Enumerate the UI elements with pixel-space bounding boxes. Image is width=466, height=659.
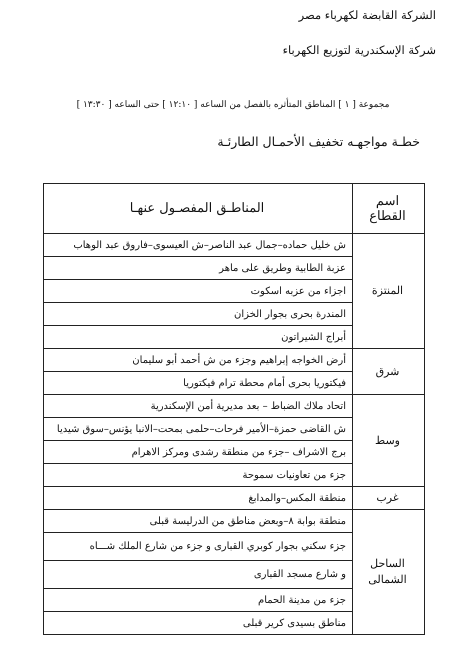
area-cell: المندرة بحرى بجوار الخزان xyxy=(44,303,353,326)
table-body xyxy=(44,234,425,635)
area-cell: اجزاء من عزبه اسكوت xyxy=(44,280,353,303)
table-row xyxy=(44,395,425,418)
table-row xyxy=(44,234,425,257)
area-cell: أرض الخواجه إبراهيم وجزء من ش أحمد أبو سليمان xyxy=(44,349,353,372)
area-cell: مناطق بسيدى كرير قبلى xyxy=(44,612,353,635)
sector-name-cell: الساحل الشمالى xyxy=(353,510,425,635)
area-cell: برج الاشراف –جزء من منطقة رشدى ومركز الاهرام xyxy=(44,441,353,464)
area-cell: منطقة المكس–والمدابغ xyxy=(44,487,353,510)
sector-name-cell: وسط xyxy=(353,395,425,487)
group-time-line: مجموعة [ ١ ] المناطق المتأثره بالفصل من الساعه [ ١٢:١٠ ] حتى الساعه [ ١٣:٣٠ ] xyxy=(76,100,390,110)
table-header-row xyxy=(44,184,425,234)
area-cell: و شارع مسجد القبارى xyxy=(44,561,353,589)
distribution-company-name: شركة الإسكندرية لتوزيع الكهرباء xyxy=(282,43,436,57)
table-row xyxy=(44,487,425,510)
area-cell: فيكتوريا بحرى أمام محطة ترام فيكتوريا xyxy=(44,372,353,395)
area-cell: اتحاد ملاك الضباط – بعد مديرية أمن الإسكندرية xyxy=(44,395,353,418)
area-cell: عزبة الطابية وطريق على ماهر xyxy=(44,257,353,280)
sector-name-cell: المنتزة xyxy=(353,234,425,349)
sector-name-cell: شرق xyxy=(353,349,425,395)
table-row xyxy=(44,510,425,533)
sector-name-cell: غرب xyxy=(353,487,425,510)
area-cell: جزء من تعاونيات سموحة xyxy=(44,464,353,487)
table-row xyxy=(44,349,425,372)
sector-column-header: اسم القطاع xyxy=(353,184,425,234)
area-cell: جزء من مدينة الحمام xyxy=(44,589,353,612)
areas-column-header: المناطـق المفصـول عنهـا xyxy=(44,184,353,234)
area-cell: أبراج الشيراتون xyxy=(44,326,353,349)
load-shedding-table xyxy=(43,183,425,635)
area-cell: منطقة بوابة ٨–وبعض مناطق من الدرليسة قبلى xyxy=(44,510,353,533)
holding-company-name: الشركة القابضة لكهرباء مصر xyxy=(298,8,436,22)
plan-title: خطـة مواجهـه تخفيف الأحمـال الطارئـة xyxy=(217,134,420,149)
area-cell: ش القاضى حمزة–الأمير فرحات–حلمى بمحت–الانبا يؤنس–سوق شيديا xyxy=(44,418,353,441)
area-cell: ش خليل حماده–جمال عبد الناصر–ش العيسوى–فاروق عبد الوهاب xyxy=(44,234,353,257)
area-cell: جزء سكني بجوار كوبري القبارى و جزء من شارع الملك شـــاه xyxy=(44,533,353,561)
